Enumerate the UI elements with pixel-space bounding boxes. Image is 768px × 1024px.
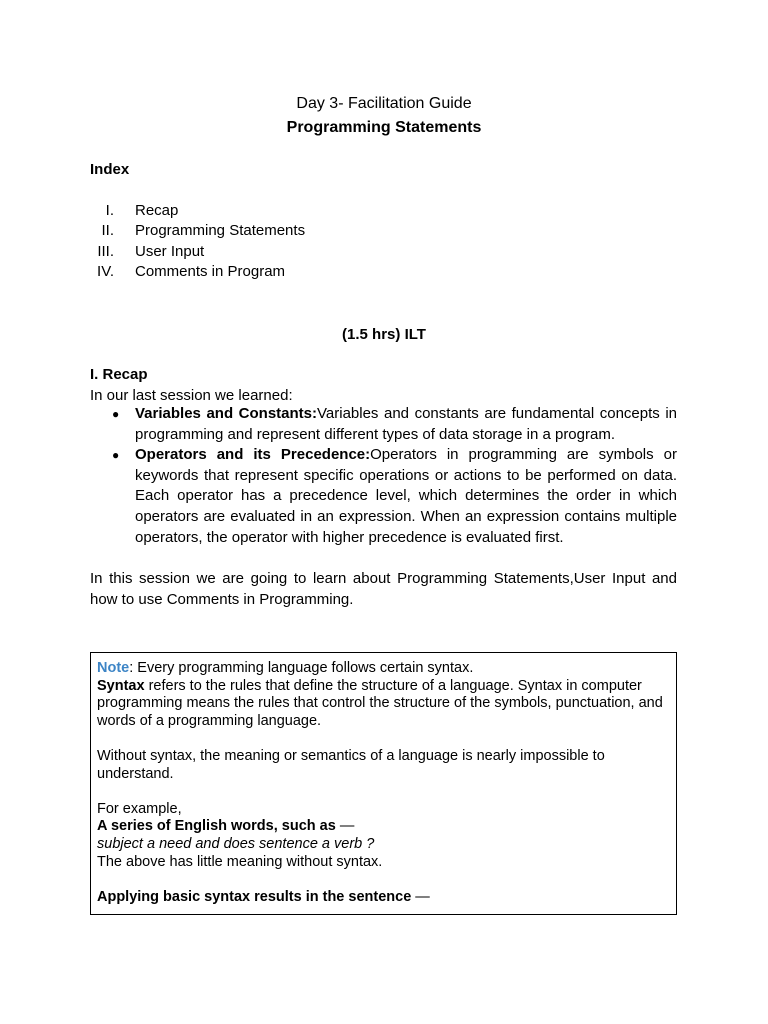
recap-bullet <box>135 404 677 445</box>
index-heading: Index <box>90 161 130 178</box>
recap-bullet <box>135 445 677 548</box>
applying-dash: — <box>411 888 430 905</box>
index-item-number: IV. <box>97 263 114 281</box>
bullet-term: Operators and its Precedence: <box>135 446 371 464</box>
recap-bullet-list <box>135 404 677 548</box>
example-sentence <box>97 836 670 854</box>
note-text: : Every programming language follows certain syntax. <box>129 660 474 676</box>
index-item-label: Comments in Program <box>135 263 286 281</box>
example-intro: For example, <box>97 800 182 817</box>
bullet-text: Operators in programming are symbols or keywords that represent specific operations or actions to be performed on data. Each operator has a precedence level, which determines the order in which operators are evaluated in an expression. When an expression contains multiple operators, the operator with higher precedence is evaluated first. <box>135 446 677 546</box>
series-dash: — <box>335 818 355 835</box>
index-item <box>90 241 205 261</box>
note-box <box>90 652 677 915</box>
index-item-label: User Input <box>135 242 205 260</box>
bullet-text: Variables and constants are fundamental concepts in programming and represent different types of data storage in a program. <box>135 405 678 443</box>
index-item-number: I. <box>105 202 114 219</box>
index-item <box>90 220 306 240</box>
syntax-text: refers to the rules that define the structure of a language. Syntax in computer programming means the rules that control the structure of the symbols, punctuation, and words of a programming language. <box>97 677 663 729</box>
index-item-number: III. <box>97 242 114 260</box>
session-overview: In this session we are going to learn about Programming Statements,User Input and how to use Comments in Programming. <box>90 570 677 608</box>
index-list <box>90 200 306 282</box>
series-line <box>97 818 670 836</box>
without-syntax-text: Without syntax, the meaning or semantics of a language is nearly impossible to understand. <box>97 747 605 782</box>
little-meaning-text: The above has little meaning without syntax. <box>97 853 383 870</box>
syntax-definition <box>97 678 670 731</box>
index-item <box>90 261 286 281</box>
index-item <box>90 200 179 220</box>
index-item-number: II. <box>101 222 114 240</box>
recap-heading: I. Recap <box>90 366 148 383</box>
syntax-term: Syntax <box>97 677 145 694</box>
session-duration: (1.5 hrs) ILT <box>342 326 426 343</box>
page-title: Day 3- Facilitation Guide <box>296 95 472 112</box>
bullet-term: Variables and Constants: <box>135 405 318 422</box>
series-bold: A series of English words, such as <box>97 818 336 835</box>
note-line <box>97 660 670 678</box>
note-label: Note <box>97 660 130 676</box>
applying-line <box>97 889 670 907</box>
index-item-label: Programming Statements <box>135 222 306 240</box>
recap-intro: In our last session we learned: <box>90 387 293 404</box>
applying-bold: Applying basic syntax results in the sentence <box>97 888 412 905</box>
page-subtitle: Programming Statements <box>286 119 482 136</box>
example-sentence-text: subject a need and does sentence a verb ? <box>97 835 375 852</box>
index-item-label: Recap <box>135 202 179 219</box>
